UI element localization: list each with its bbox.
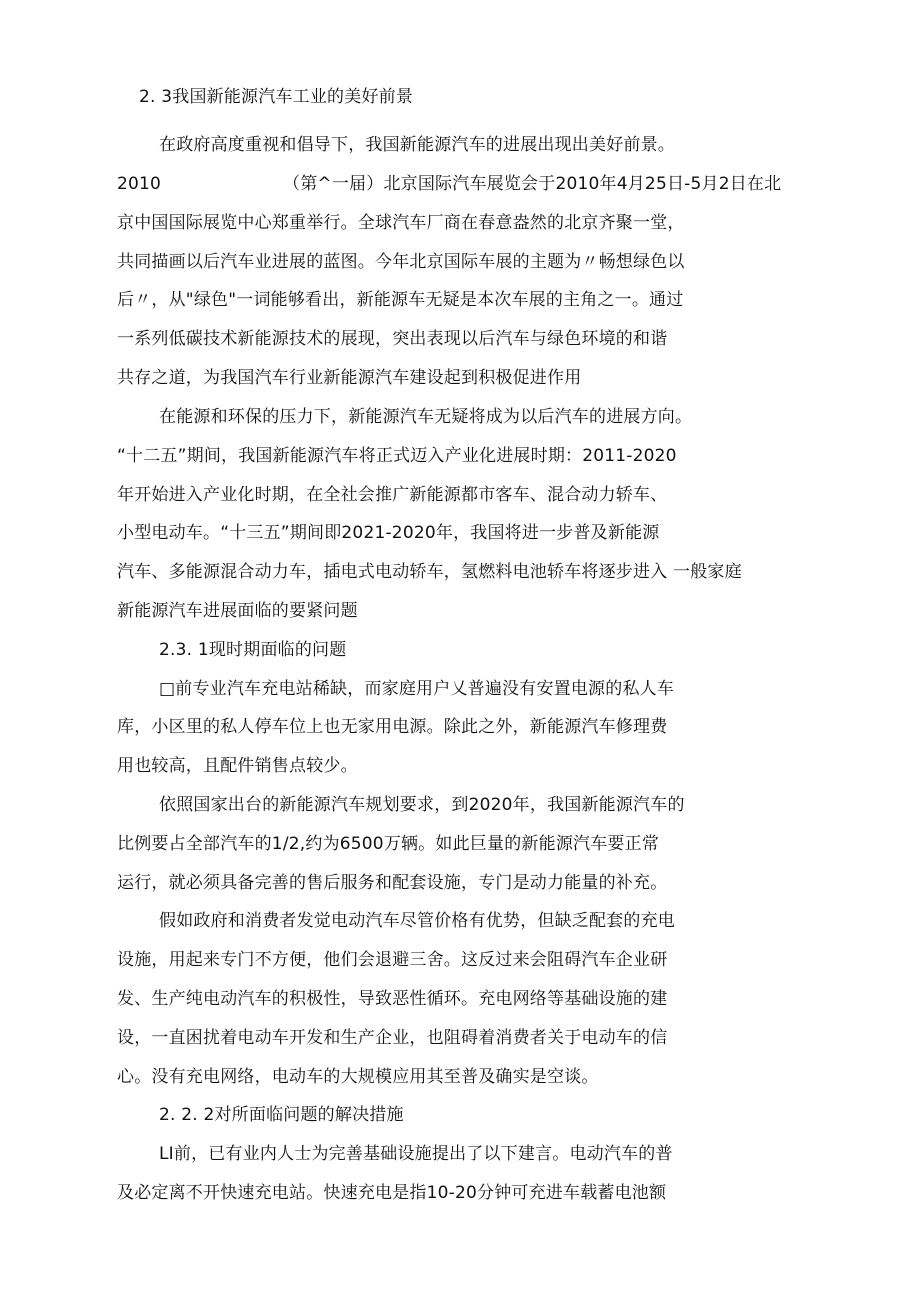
- paragraph-line: □前专业汽车充电站稀缺，而家庭用户乂普遍没有安置电源的私人车: [159, 679, 675, 699]
- paragraph-line: “十二五”期间，我国新能源汽车将正式迈入产业化进展时期：2011-2020: [117, 446, 677, 466]
- paragraph-line: 运行，就必须具备完善的售后服务和配套设施，专门是动力能量的补充。: [117, 873, 668, 893]
- paragraph-line: 在能源和环保的压力下，新能源汽车无疑将成为以后汽车的进展方向。: [159, 407, 693, 427]
- paragraph-line: 发、生产纯电动汽车的积极性，导致恶性循环。充电网络等基础设施的建: [117, 989, 668, 1009]
- paragraph-line: 设施，用起来专门不方便，他们会退避三舍。这反过来会阻碍汽车企业研: [117, 950, 668, 970]
- section-heading-2-3: 2. 3我国新能源汽车工业的美好前景: [139, 87, 414, 107]
- paragraph-line: 一系列低碳技术新能源技术的展现，突出表现以后汽车与绿色环境的和谐: [117, 329, 668, 349]
- paragraph-line: 比例要占全部汽车的1/2,约为6500万辆。如此巨量的新能源汽车要正常: [117, 834, 660, 854]
- paragraph-line: 及必定离不开快速充电站。快速充电是指10-20分钟可充进车载蓄电池额: [117, 1183, 667, 1203]
- paragraph-line: 设，一直困扰着电动车开发和生产企业，也阻碍着消费者关于电动车的信: [117, 1028, 668, 1048]
- paragraph-line: 心。没有充电网络，电动车的大规模应用其至普及确实是空谈。: [117, 1067, 599, 1087]
- paragraph-line: 汽车、多能源混合动力车，插电式电动轿车，氢燃料电池轿车将逐步进入 一般家庭: [117, 562, 742, 582]
- paragraph-line: 新能源汽车进展面临的要紧问题: [117, 601, 358, 621]
- paragraph-line: 共同描画以后汽车业进展的蓝图。今年北京国际车展的主题为〃畅想绿色以: [117, 252, 685, 272]
- paragraph-line: 京中国国际展览中心郑重举行。全球汽车厂商在春意盎然的北京齐聚一堂，: [117, 213, 685, 233]
- paragraph-line: 共存之道，为我国汽车行业新能源汽车建设起到积极促进作用: [117, 368, 582, 388]
- paragraph-line: 2010: [117, 174, 162, 194]
- paragraph-line: （第^一届）北京国际汽车展览会于2010年4月25日-5月2日在北: [283, 174, 782, 194]
- paragraph-line: 小型电动车。“十三五”期间即2021-2020年，我国将进一步普及新能源: [117, 523, 660, 543]
- paragraph-line: 后〃，从"绿色"一词能够看出，新能源车无疑是本次车展的主角之一。通过: [117, 290, 684, 310]
- paragraph-line: 用也较高，且配件销售点较少。: [117, 756, 358, 776]
- paragraph-line: 库，小区里的私人停车位上也无家用电源。除此之外，新能源汽车修理费: [117, 717, 668, 737]
- paragraph-line: 在政府高度重视和倡导下，我国新能源汽车的进展出现出美好前景。: [159, 135, 675, 155]
- section-heading-2-2-2: 2. 2. 2对所面临问题的解决措施: [159, 1105, 404, 1125]
- paragraph-line: 依照国家出台的新能源汽车规划要求，到2020年，我国新能源汽车的: [159, 795, 685, 815]
- paragraph-line: 年开始进入产业化时期，在全社会推广新能源都市客车、混合动力轿车、: [117, 485, 668, 505]
- paragraph-line: LI前，已有业内人士为完善基础设施提出了以下建言。电动汽车的普: [159, 1144, 673, 1164]
- paragraph-line: 假如政府和消费者发觉电动汽车尽管价格有优势，但缺乏配套的充电: [159, 911, 675, 931]
- section-heading-2-3-1: 2.3. 1现时期面临的问题: [159, 640, 347, 660]
